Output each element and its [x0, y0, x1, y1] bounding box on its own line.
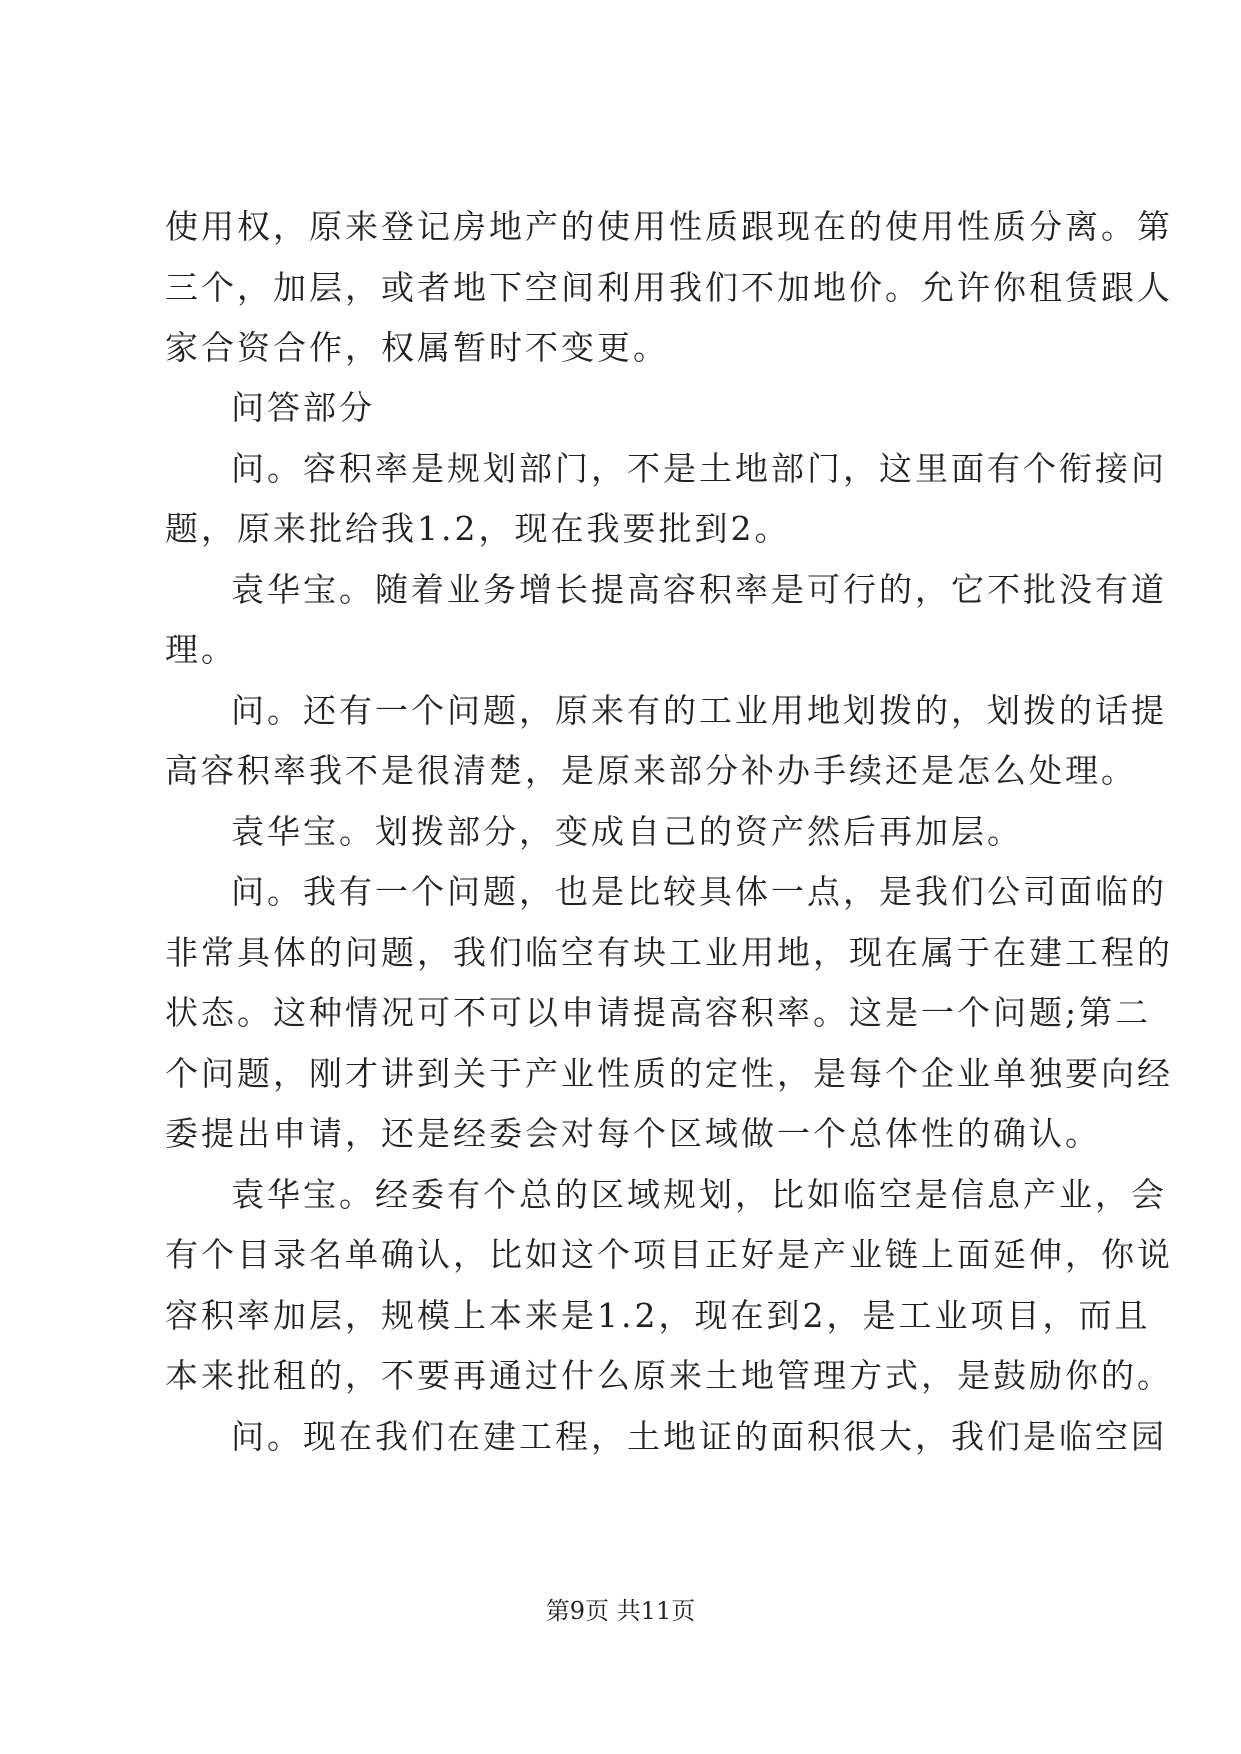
text-line: 袁华宝。随着业务增长提高容积率是可行的，它不批没有道 [231, 570, 1167, 609]
text-line: 非常具体的问题，我们临空有块工业用地，现在属于在建工程的 [165, 933, 1173, 972]
text-line: 有个目录名单确认，比如这个项目正好是产业链上面延伸，你说 [165, 1235, 1173, 1274]
text-line: 理。 [165, 630, 237, 669]
text-line: 委提出申请，还是经委会对每个区域做一个总体性的确认。 [165, 1114, 1101, 1153]
text-line: 本来批租的，不要再通过什么原来土地管理方式，是鼓励你的。 [165, 1356, 1173, 1395]
text-line: 状态。这种情况可不可以申请提高容积率。这是一个问题;第二 [165, 993, 1152, 1032]
text-line: 题，原来批给我1.2，现在我要批到2。 [165, 509, 791, 548]
text-line: 问。我有一个问题，也是比较具体一点，是我们公司面临的 [231, 872, 1167, 911]
text-line: 使用权，原来登记房地产的使用性质跟现在的使用性质分离。第 [165, 207, 1173, 246]
text-line: 三个，加层，或者地下空间利用我们不加地价。允许你租赁跟人 [165, 268, 1173, 307]
text-line: 问。还有一个问题，原来有的工业用地划拨的，划拨的话提 [231, 691, 1167, 730]
text-line: 袁华宝。划拨部分，变成自己的资产然后再加层。 [231, 812, 1023, 851]
text-line: 容积率加层，规模上本来是1.2，现在到2，是工业项目，而且 [165, 1296, 1151, 1335]
text-line: 家合资合作，权属暂时不变更。 [165, 328, 669, 367]
text-line: 袁华宝。经委有个总的区域规划，比如临空是信息产业，会 [231, 1175, 1167, 1214]
page-footer: 第9页 共11页 [545, 1597, 696, 1625]
section-heading: 问答部分 [231, 388, 375, 427]
text-line: 问。现在我们在建工程，土地证的面积很大，我们是临空园 [231, 1417, 1167, 1456]
text-line: 高容积率我不是很清楚，是原来部分补办手续还是怎么处理。 [165, 751, 1137, 790]
text-line: 问。容积率是规划部门，不是土地部门，这里面有个衔接问 [231, 449, 1167, 488]
text-line: 个问题，刚才讲到关于产业性质的定性，是每个企业单独要向经 [165, 1054, 1173, 1093]
